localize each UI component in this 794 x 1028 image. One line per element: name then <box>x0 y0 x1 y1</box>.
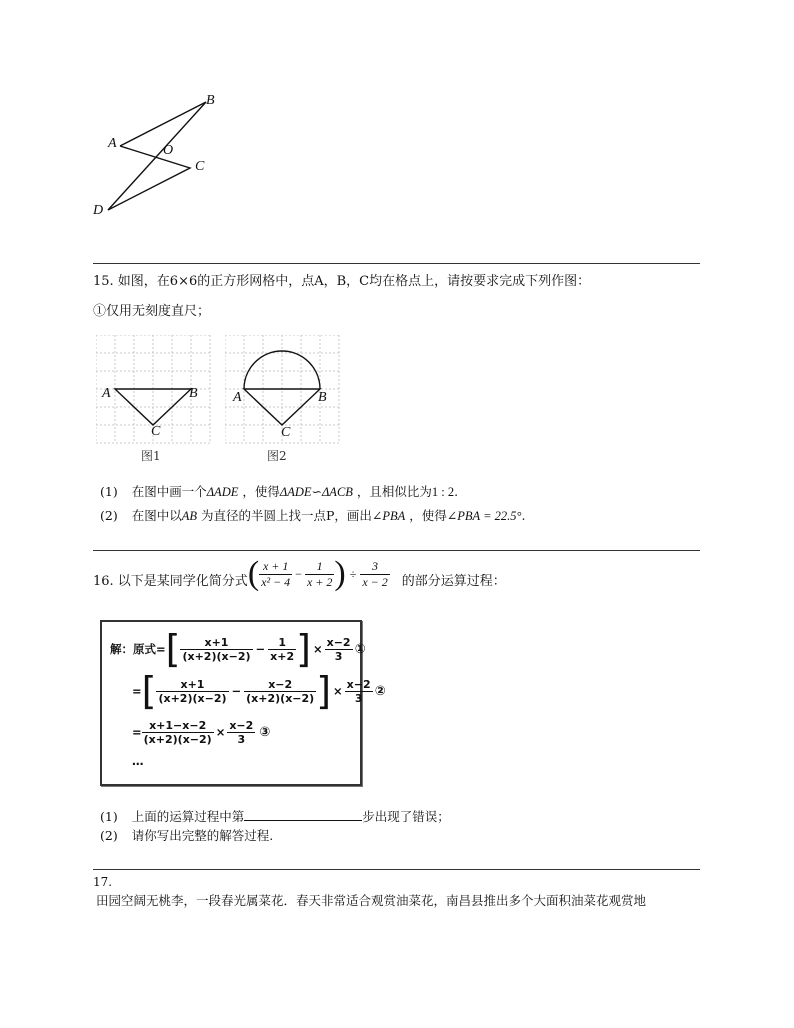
divider-q16 <box>93 550 700 551</box>
divider-q17 <box>93 869 700 870</box>
fraction <box>156 678 228 705</box>
item-text: 步出现了错误； <box>362 809 450 824</box>
fig1-label-c: C <box>151 424 161 439</box>
numerator: x−2 <box>244 678 316 692</box>
item-text: 在图中以 <box>131 508 182 523</box>
minus-sign: − <box>255 642 266 656</box>
item-text: ，且相似比为 <box>356 484 432 499</box>
math-angle-pba: ∠PBA <box>371 509 406 523</box>
fraction <box>244 678 316 705</box>
minus-sign: − <box>231 684 242 698</box>
q15-item-1 <box>100 482 458 500</box>
math-ratio: 1 : 2 <box>431 485 455 499</box>
step-mark-3: ③ <box>259 724 271 740</box>
q17-text: 田园空阔无桃李，一段春光属菜花．春天非常适合观赏油菜花，南昌县推出多个大面积油菜花观赏地 <box>96 893 647 908</box>
divider-q15 <box>93 263 700 264</box>
fraction <box>227 719 255 746</box>
paren-right: ) <box>334 555 346 592</box>
item-number: (2) <box>100 508 118 523</box>
item-number: (1) <box>100 809 118 824</box>
label-point-d: D <box>93 203 104 218</box>
step-mark-1: ① <box>354 641 366 657</box>
fig2-label-b: B <box>318 390 327 405</box>
paren-left: ( <box>247 555 260 592</box>
times-sign: × <box>215 725 226 739</box>
solution-content <box>110 628 386 768</box>
denominator: x+2 <box>270 649 295 663</box>
figure-triangles-aobdco <box>88 90 228 220</box>
bracket-right: ] <box>296 627 311 671</box>
fraction <box>360 559 389 590</box>
denominator: 3 <box>354 691 363 705</box>
numerator: x−2 <box>346 677 371 691</box>
item-text: 为直径的半圆上找一点P，画出 <box>200 508 372 523</box>
fig1-caption: 图1 <box>141 449 161 463</box>
label-point-b: B <box>206 93 215 108</box>
numerator: 3 <box>360 559 389 575</box>
solution-line-3 <box>110 712 386 752</box>
denominator: (x+2)(x−2) <box>158 691 227 705</box>
denominator: 3 <box>237 732 246 746</box>
fraction <box>305 559 334 590</box>
math-triangle-ade: ΔADE <box>206 485 239 499</box>
item-text: ，使得 <box>409 508 447 523</box>
item-text: 上面的运算过程中第 <box>131 809 245 824</box>
q16-stem <box>93 557 506 591</box>
fraction <box>325 636 353 663</box>
fig2-label-a: A <box>233 390 242 405</box>
denominator: (x+2)(x−2) <box>182 649 251 663</box>
denominator: x − 2 <box>362 574 388 589</box>
math-angle-value: ∠PBA = 22.5° <box>446 509 522 523</box>
equals-sign: = <box>132 725 142 739</box>
solution-ellipsis: … <box>132 754 144 768</box>
item-text: 在图中画一个 <box>131 484 207 499</box>
item-number: (1) <box>100 484 118 499</box>
q16-expression <box>248 557 390 591</box>
q15-stem: 15. 如图，在6×6的正方形网格中，点A，B，C均在格点上，请按要求完成下列作图： <box>93 274 591 289</box>
times-sign: × <box>312 642 323 656</box>
equals-sign: = <box>132 684 142 698</box>
item-end: . <box>454 484 459 499</box>
numerator: x−2 <box>229 718 254 732</box>
solution-line-2 <box>110 670 386 712</box>
q15-item-2 <box>100 506 526 524</box>
fraction <box>268 636 296 663</box>
math-similarity: ΔADE∽ΔACB <box>279 485 353 499</box>
fig1-label-a: A <box>102 386 111 401</box>
times-sign: × <box>333 684 343 698</box>
label-point-c: C <box>195 159 205 174</box>
denominator: (x+2)(x−2) <box>143 732 212 746</box>
fraction <box>345 678 373 705</box>
label-point-a: A <box>108 136 117 151</box>
numerator: x+1−x−2 <box>142 719 214 733</box>
denominator: x + 2 <box>306 574 333 589</box>
solution-line-1 <box>110 628 386 670</box>
numerator: x−2 <box>326 635 351 649</box>
fraction <box>259 559 292 590</box>
math-ab: AB <box>181 509 197 523</box>
denominator: (x+2)(x−2) <box>246 691 315 705</box>
solution-label: 解：原式= <box>110 642 166 656</box>
bracket-right: ] <box>316 669 332 713</box>
fraction <box>180 636 252 663</box>
fraction <box>142 719 214 746</box>
answer-blank[interactable] <box>244 808 362 821</box>
q16-item-1 <box>100 807 450 825</box>
fig2-caption: 图2 <box>267 449 287 463</box>
numerator: x+1 <box>180 636 252 650</box>
item-number: (2) <box>100 828 118 843</box>
denominator: 3 <box>334 649 343 663</box>
divide-sign: ÷ <box>349 566 357 581</box>
item-text: 请你写出完整的解答过程. <box>131 828 274 843</box>
item-end: . <box>521 508 526 523</box>
bracket-left: [ <box>141 669 157 713</box>
q17-number: 17. <box>93 875 113 889</box>
q16-prefix: 16. 以下是某同学化简分式 <box>93 573 248 589</box>
step-mark-2: ② <box>374 683 386 699</box>
item-text: ，使得 <box>242 484 280 499</box>
denominator: x² − 4 <box>261 574 291 589</box>
label-point-o: O <box>163 143 174 158</box>
fig2-label-c: C <box>281 425 291 440</box>
numerator: x+1 <box>156 678 228 692</box>
numerator: x + 1 <box>259 559 292 575</box>
q16-suffix: 的部分运算过程： <box>401 573 506 589</box>
fig1-label-b: B <box>189 386 198 401</box>
numerator: 1 <box>268 636 296 650</box>
minus-sign: − <box>295 566 302 581</box>
numerator: 1 <box>305 559 334 575</box>
q16-item-2 <box>100 826 273 844</box>
bracket-left: [ <box>165 627 181 671</box>
q15-condition: ①仅用无刻度直尺； <box>93 304 211 319</box>
